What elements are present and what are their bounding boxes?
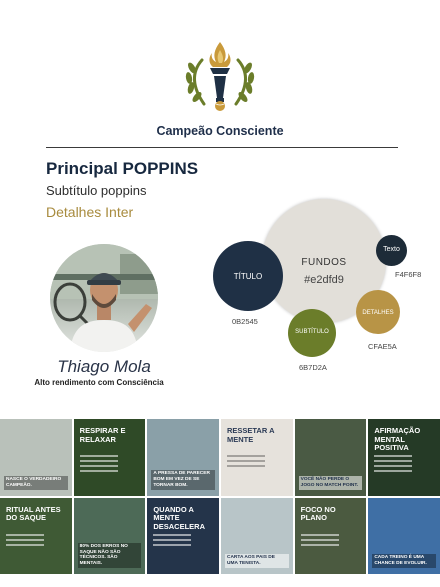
- swatch-titulo-hex: 0B2545: [232, 317, 258, 326]
- post-body-text: [374, 455, 412, 475]
- post-tile[interactable]: [74, 419, 146, 496]
- swatch-texto-label: Texto: [383, 246, 400, 253]
- post-caption: CADA TREINO É UMA CHANCE DE EVOLUIR.: [372, 554, 436, 568]
- swatch-detalhes-label: DETALHES: [362, 310, 394, 316]
- swatch-subtitulo-hex: 6B7D2A: [299, 363, 327, 372]
- post-tile[interactable]: [368, 419, 440, 496]
- post-title: RESPIRAR E RELAXAR: [79, 426, 126, 444]
- post-tile[interactable]: [221, 419, 293, 496]
- post-caption: 80% DOS ERROS NO SAQUE NÃO SÃO TÉCNICOS. SÃO MENTAIS.: [78, 543, 142, 568]
- post-title: RESSETAR A MENTE: [226, 426, 275, 444]
- brand-name: Campeão Consciente: [156, 124, 284, 138]
- post-title: RITUAL ANTES DO SAQUE: [6, 504, 61, 522]
- post-title: FOCO NO PLANO: [300, 504, 336, 522]
- post-tile[interactable]: [295, 498, 367, 575]
- post-tile[interactable]: [295, 419, 367, 496]
- post-caption: CARTA AOS PAIS DE UMA TENISTA.: [225, 554, 289, 568]
- details-font-sample: Detalhes Inter: [46, 204, 134, 220]
- post-tile[interactable]: [221, 498, 293, 575]
- post-title: QUANDO A MENTE DESACELERA: [153, 504, 206, 531]
- post-tile[interactable]: [147, 419, 219, 496]
- post-caption: A PRESSA DE PARECER BOM EM VEZ DE SE TORNAR BOM.: [151, 470, 215, 489]
- swatch-texto-hex: F4F6F8: [395, 270, 422, 279]
- post-tile[interactable]: [147, 498, 219, 575]
- swatch-titulo-label: TÍTULO: [233, 272, 263, 281]
- swatch-detalhes-hex: CFAE5A: [368, 342, 397, 351]
- post-tile[interactable]: [0, 498, 72, 575]
- swatch-fundos-label: FUNDOS: [301, 257, 347, 268]
- post-grid: [0, 419, 440, 574]
- post-body-text: [227, 455, 265, 470]
- torch-laurel-logo: [178, 40, 262, 114]
- profile-tagline: Alto rendimento com Consciência: [34, 378, 164, 387]
- post-title: AFIRMAÇÃO MENTAL POSITIVA: [374, 426, 421, 452]
- post-body-text: [301, 534, 339, 549]
- post-caption: NASCE O VERDADEIRO CAMPEÃO.: [4, 476, 68, 490]
- post-tile[interactable]: [368, 498, 440, 575]
- post-caption: VOCÊ NÃO PERDE O JOGO NO MATCH POINT.: [299, 476, 363, 490]
- post-body-text: [6, 534, 44, 549]
- divider: [46, 147, 398, 148]
- swatch-fundos-hex: #e2dfd9: [304, 274, 344, 286]
- heading-font-sample: Principal POPPINS: [46, 159, 199, 178]
- post-body-text: [153, 534, 191, 549]
- post-body-text: [80, 455, 118, 475]
- post-tile[interactable]: [74, 498, 146, 575]
- profile-photo: [50, 244, 158, 352]
- profile-name: Thiago Mola: [57, 357, 151, 376]
- subtitle-font-sample: Subtítulo poppins: [46, 183, 147, 198]
- swatch-subtitulo-label: SUBTÍTULO: [295, 329, 329, 335]
- post-tile[interactable]: [0, 419, 72, 496]
